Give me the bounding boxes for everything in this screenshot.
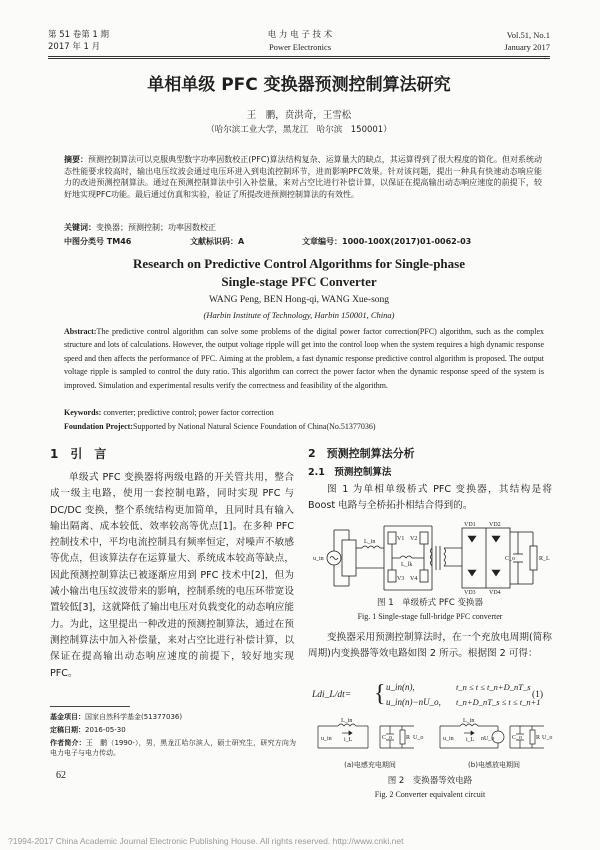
fig1-label-uin: u_in <box>313 556 324 562</box>
section2-heading: 2 预测控制算法分析 <box>308 447 415 460</box>
fig2b-resistor <box>530 730 535 744</box>
fig2b-inductor <box>460 724 478 726</box>
header-journal-cn: 电 力 电 子 技 术 <box>267 30 333 40</box>
fig2b-label-r: R <box>536 735 541 741</box>
footnote-author-text: 王 鹏（1990-），男，黑龙江哈尔滨人，硕士研究生，研究方向为电力电子与电力传动。 <box>50 739 297 757</box>
fig1-label-v3: V3 <box>397 576 405 582</box>
foundation-en <box>64 421 544 433</box>
fig1-label-vd2: VD2 <box>489 522 501 528</box>
affiliation-en: (Harbin Institute of Technology, Harbin 150001, China) <box>203 310 395 320</box>
title-cn: 单相单级 PFC 变换器预测控制算法研究 <box>147 75 451 95</box>
header-date: 2017 年 1 月 <box>48 42 101 52</box>
fig1-label-v1: V1 <box>397 536 405 542</box>
header-journal-en: Power Electronics <box>268 42 332 52</box>
equation-case1-expr: u_in(n), <box>386 682 415 692</box>
fig1-label-vd3: VD3 <box>464 590 476 596</box>
authors-cn: 王 鹏，贲洪奇，王雪松 <box>246 110 352 121</box>
keywords-en-label: Keywords: <box>64 408 102 417</box>
article-number: 文章编号：1000-100X(2017)01-0062-03 <box>302 237 472 246</box>
fig1-circuit <box>312 518 548 594</box>
fig1-label-co: C_o <box>505 556 516 562</box>
footnote-rule <box>50 706 130 707</box>
fig2a-label-uin: u_in <box>321 736 332 742</box>
document-code: 文献标识码：A <box>190 237 245 246</box>
fig2b-label-uin: u_in <box>443 736 454 742</box>
fig2a-label-r: R <box>406 735 411 741</box>
footnote-date <box>50 725 296 735</box>
fig1-label-rl: R_L <box>539 556 550 562</box>
equation-case1-range: t_n ≤ t ≤ t_n+D_nT_s <box>456 682 531 692</box>
keywords-cn-label: 关键词： <box>64 223 96 232</box>
header-volume: 第 51 卷第 1 期 <box>48 30 110 40</box>
fig2a-circuit <box>314 718 426 756</box>
fig2-caption-cn: 图 2 变换器等效电路 <box>387 776 473 786</box>
fig2a-caption: (a)电感充电期间 <box>344 761 396 769</box>
fig1-switch-v4 <box>420 570 428 582</box>
fig2b-caption: (b)电感放电期间 <box>468 761 520 769</box>
fig1-caption-en: Fig. 1 Single-stage full-bridge PFC converter <box>357 612 503 621</box>
title-en-line2: Single-stage PFC Converter <box>221 274 377 289</box>
footnote-author-label: 作者简介： <box>50 739 86 747</box>
footnote-date-label: 定稿日期： <box>50 726 85 734</box>
cnki-watermark: ?1994-2017 China Academic Journal Electronic Publishing House. All rights reserved. http://www.cnki.net <box>8 836 404 846</box>
fig1-label-llk: L_lk <box>401 562 413 568</box>
fig1-label-v4: V4 <box>410 576 418 582</box>
fig1-label-vd1: VD1 <box>464 522 476 528</box>
abstract-en <box>64 325 544 392</box>
abstract-cn-label: 摘要： <box>64 155 89 164</box>
equation-lhs: Ldi_L/dt= <box>312 690 352 700</box>
fig1-label-lin: L_in <box>364 539 376 545</box>
authors-en: WANG Peng, BEN Hong-qi, WANG Xue-song <box>208 295 390 305</box>
title-en-line1: Research on Predictive Control Algorithms for Single-phase <box>133 256 465 271</box>
fig1-switch-v2 <box>420 532 428 544</box>
header-rule-2 <box>48 58 550 59</box>
keywords-en <box>64 407 544 419</box>
fig1-switch-v1 <box>388 532 396 544</box>
fig2b-circuit <box>436 718 552 756</box>
fig2b-label-nuo: nU_o <box>481 736 495 742</box>
fig2b-label-co: C_o <box>512 735 523 741</box>
section2-para2: 变换器采用预测控制算法时，在一个充放电周期(简称周期)内变换器等效电路如图 2 所示。根据图 2 可得： <box>308 632 552 660</box>
fig2a-label-uo: U_o <box>413 735 424 741</box>
fig2a-label-co: C_o <box>382 735 393 741</box>
keywords-en-text: converter; predictive control; power factor correction <box>103 408 274 417</box>
fig2b-label-il: i_L <box>466 737 475 743</box>
fig2a-label-il: i_L <box>344 737 353 743</box>
header-rule <box>48 56 550 57</box>
affiliation-cn: （哈尔滨工业大学，黑龙江 哈尔滨 150001） <box>206 125 392 135</box>
fig2b-label-lin: L_in <box>463 718 475 724</box>
fig2a-label-lin: L_in <box>341 718 353 724</box>
section1-heading: 1 引 言 <box>50 447 107 461</box>
foundation-en-label: Foundation Project: <box>64 422 133 431</box>
fig1-load-resistor <box>530 546 537 570</box>
clc-number: 中图分类号 TM46 <box>64 237 132 246</box>
keywords-cn <box>64 222 542 234</box>
abstract-cn <box>64 154 542 200</box>
equation-case2-range: t_n+D_nT_s ≤ t ≤ t_n+1 <box>456 697 541 707</box>
keywords-cn-text: 变换器；预测控制；功率因数校正 <box>96 223 216 232</box>
foundation-en-text: Supported by National Natural Science Foundation of China(No.51377036) <box>132 422 376 431</box>
abstract-en-label: Abstract: <box>64 327 97 336</box>
fig2a-resistor <box>400 730 405 744</box>
header-date-en: January 2017 <box>504 42 550 52</box>
fig1-rectifier <box>342 540 356 576</box>
section2-intro: 图 1 为单相单级桥式 PFC 变换器，其结构是将 Boost 电路与全桥拓扑相结合得到的。 <box>308 484 552 512</box>
fig1-caption-cn: 图 1 单级桥式 PFC 变换器 <box>377 598 483 608</box>
fig1-switch-v3 <box>388 570 396 582</box>
footnote-date-text: 2016-05-30 <box>85 726 126 734</box>
section1-text: 单级式 PFC 变换器将两级电路的开关管共用，整合成一级主电路，使用一套控制电路，同时实现 PFC 与 DC/DC 变换，整个系统结构更加简单，且同时具有输入输出隔离、成本较低、效率较高等优点[1]。在多种 PFC 控制技术中，平均电流控制具有频率恒定，对噪声不敏感等优点，但该算法存在运算量大、系统成本较高等缺点，因此预测控制算法已被逐渐应用到 PFC 技术中[2]，但为减小输出电压纹波带来的影响，控制系统的电压环带宽设置较低[3]，这就降低了输出电压对负载变化的动态响应能力。为此，这里提出一种改进的预测控制算法，通过在预测控制算法中加入补偿量，来对占空比进行补偿计算，以保证在提高输出动态响应速度的前提下，较好地实现 PFC。 <box>50 472 294 679</box>
fig2a-inductor <box>338 724 356 726</box>
footnote-fund-label: 基金项目： <box>50 713 85 721</box>
equation-number: (1) <box>532 690 544 700</box>
equation-brace: { <box>374 681 386 707</box>
fig1-label-vd4: VD4 <box>489 590 501 596</box>
equation-case2-expr: u_in(n)−nU_o, <box>386 697 441 707</box>
footnote-fund <box>50 712 296 722</box>
abstract-en-text: The predictive control algorithm can solve some problems of the digital power factor correction(PFC) algorithm, such as the complex structure and lots of calculations. However, the output voltage ripple will get into the control loop when the system requires a high dynamic response speed and then affects the performance of PFC. Aiming at the problem, a fast dynamic response predictive control algorithm is proposed. The output voltage ripple is sampled to control the duty ratio. This algorithm can correct the power factor when the dynamic response speed of the system is improved. Simulation and experimental results verify the correctness and feasibility of the algorithm. <box>64 327 544 390</box>
fig1-label-v2: V2 <box>410 536 418 542</box>
fig2b-label-uo: U_o <box>542 735 553 741</box>
fig1-inductor <box>362 546 380 548</box>
page-number: 62 <box>56 770 66 781</box>
footnote-author <box>50 738 296 758</box>
header-vol-en: Vol.51, No.1 <box>506 30 550 40</box>
abstract-cn-text: 预测控制算法可以克服典型数字功率因数校正(PFC)算法结构复杂、运算量大的缺点，其运算得到了很大程度的简化。但对系统动态性能要求较高时，输出电压纹波会通过电压环进入到电流控制环节，进而影响PFC效果。针对该问题，提出一种具有快速动态响应能力的改进预测控制算法。通过在预测控制算法中引入补偿量，来对占空比进行补偿计算，以保证在提高输出动态响应速度的前提下，较好地实现PFC功能。最后通过仿真和实验，验证了所提改进预测控制算法的有效性。 <box>64 155 543 199</box>
fig2-caption-en: Fig. 2 Converter equivalent circuit <box>374 790 486 799</box>
footnote-fund-text: 国家自然科学基金(51377036) <box>85 713 183 721</box>
subsection21-heading: 2.1 预测控制算法 <box>308 467 392 478</box>
